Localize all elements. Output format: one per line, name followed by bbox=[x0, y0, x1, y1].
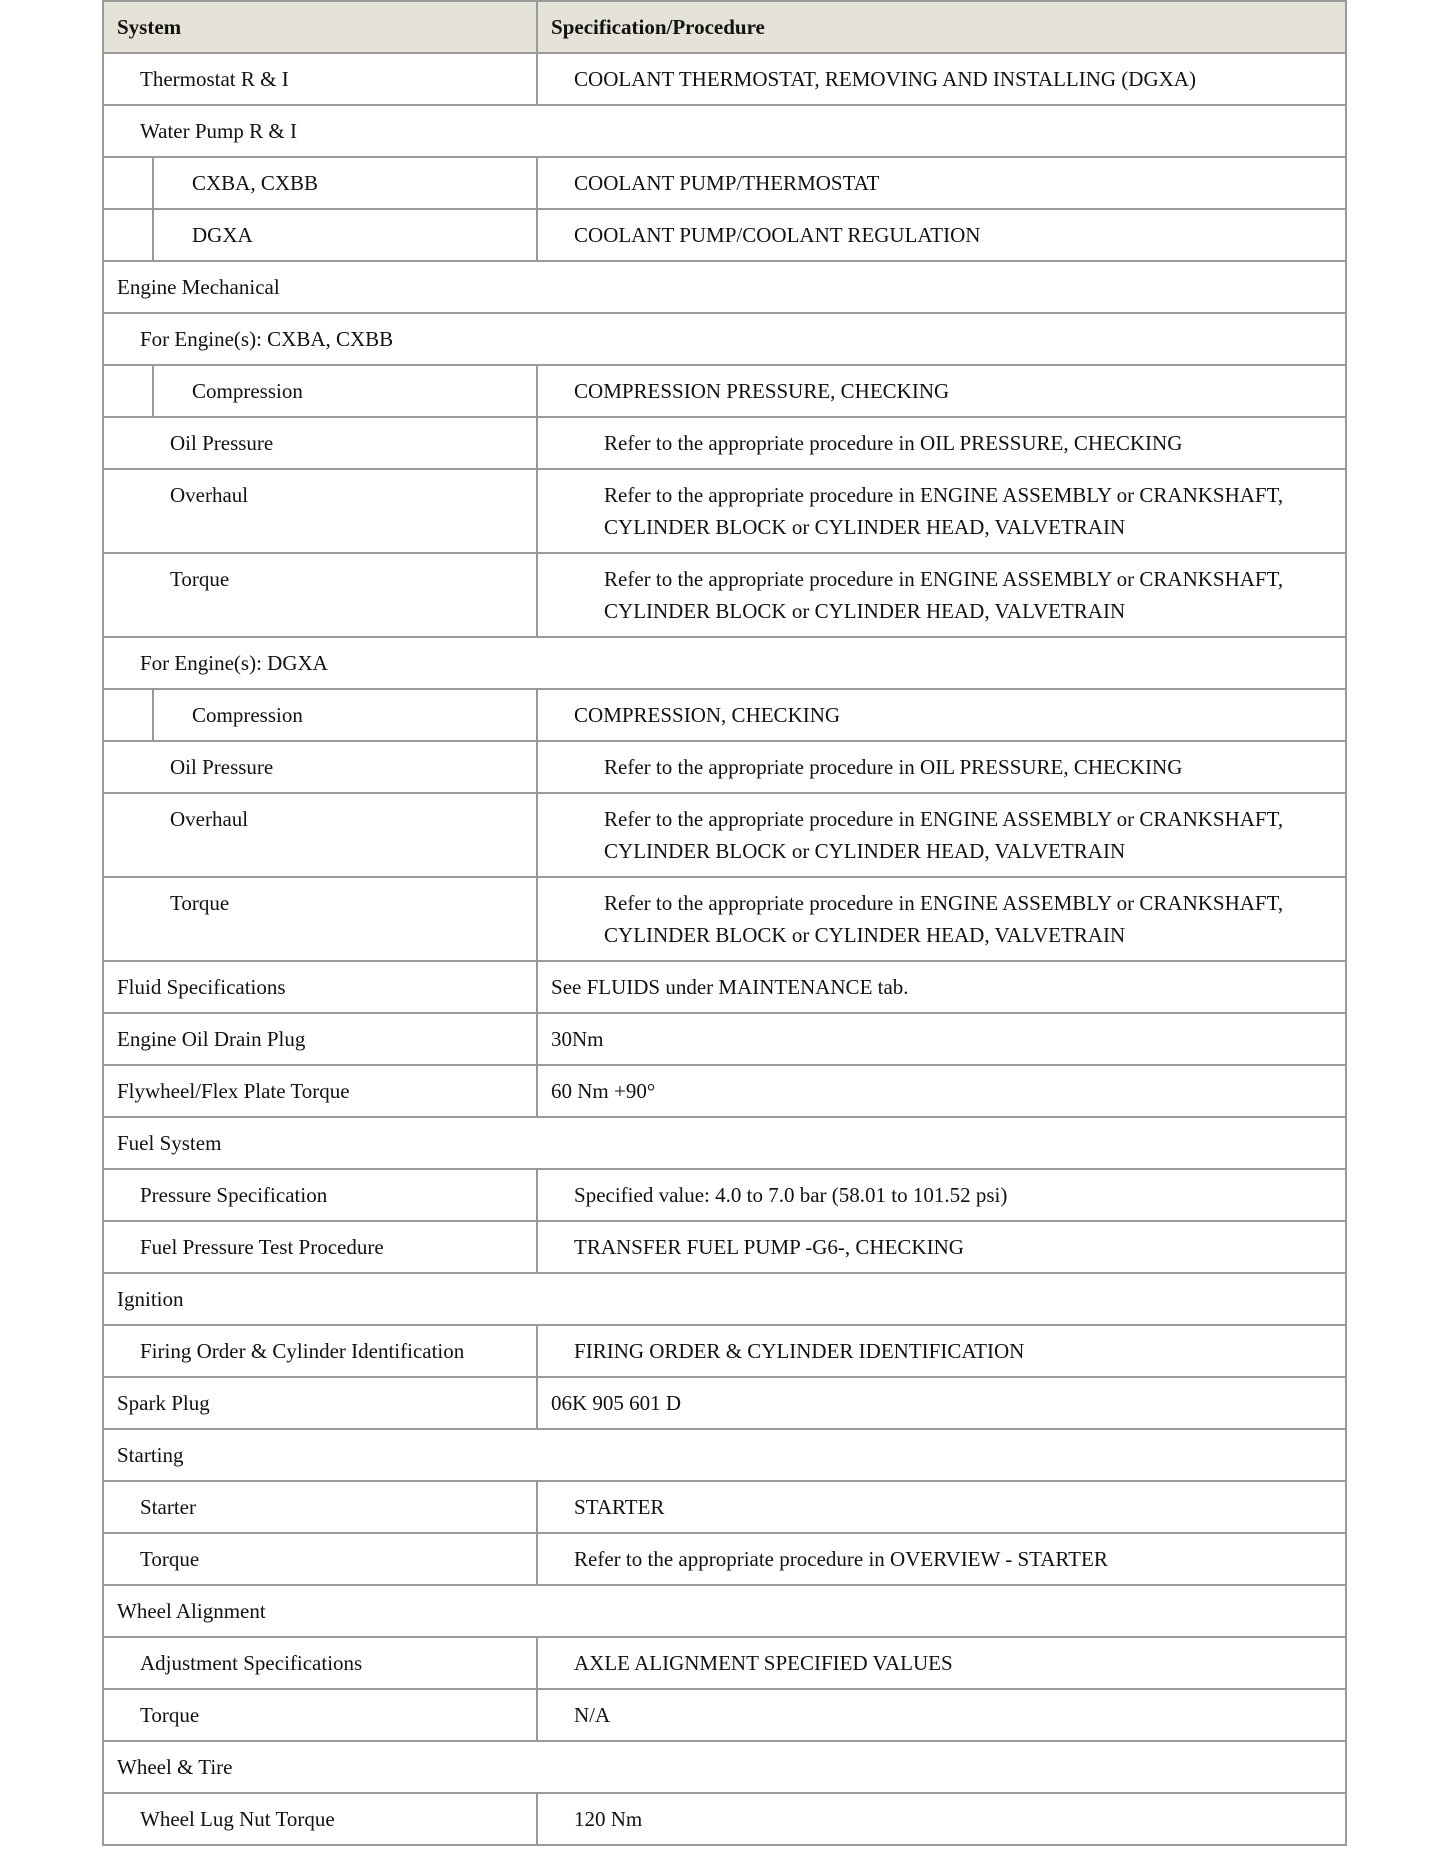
system-cell: Overhaul bbox=[103, 793, 537, 877]
table-row bbox=[103, 1169, 1346, 1221]
spec-cell: N/A bbox=[537, 1689, 1346, 1741]
spec-cell: 120 Nm bbox=[537, 1793, 1346, 1845]
table-row bbox=[103, 1585, 1346, 1637]
system-cell: Firing Order & Cylinder Identification bbox=[103, 1325, 537, 1377]
table-row bbox=[103, 417, 1346, 469]
system-cell: Fluid Specifications bbox=[103, 961, 537, 1013]
section-cell: Starting bbox=[103, 1429, 1346, 1481]
spec-cell: 30Nm bbox=[537, 1013, 1346, 1065]
spec-cell: TRANSFER FUEL PUMP -G6-, CHECKING bbox=[537, 1221, 1346, 1273]
spec-cell: COOLANT PUMP/COOLANT REGULATION bbox=[537, 209, 1346, 261]
spec-cell: AXLE ALIGNMENT SPECIFIED VALUES bbox=[537, 1637, 1346, 1689]
table-row bbox=[103, 1325, 1346, 1377]
table-row bbox=[103, 469, 1346, 553]
system-cell: Oil Pressure bbox=[103, 741, 537, 793]
spec-cell: COOLANT PUMP/THERMOSTAT bbox=[537, 157, 1346, 209]
table-row bbox=[103, 1429, 1346, 1481]
spec-cell: Specified value: 4.0 to 7.0 bar (58.01 to 101.52 psi) bbox=[537, 1169, 1346, 1221]
spec-cell: COMPRESSION, CHECKING bbox=[537, 689, 1346, 741]
indent-cell bbox=[103, 365, 153, 417]
section-cell: For Engine(s): DGXA bbox=[103, 637, 1346, 689]
table-row bbox=[103, 1221, 1346, 1273]
system-cell: Torque bbox=[103, 1533, 537, 1585]
system-cell: Torque bbox=[103, 877, 537, 961]
spec-cell: Refer to the appropriate procedure in ENGINE ASSEMBLY or CRANKSHAFT, CYLINDER BLOCK or CYLINDER HEAD, VALVETRAIN bbox=[537, 553, 1346, 637]
table-row bbox=[103, 209, 1346, 261]
table-row bbox=[103, 261, 1346, 313]
table-row bbox=[103, 637, 1346, 689]
table-row bbox=[103, 1637, 1346, 1689]
indent-cell bbox=[103, 689, 153, 741]
system-cell: Spark Plug bbox=[103, 1377, 537, 1429]
section-cell: Engine Mechanical bbox=[103, 261, 1346, 313]
table-row bbox=[103, 365, 1346, 417]
section-cell: Ignition bbox=[103, 1273, 1346, 1325]
table-row bbox=[103, 961, 1346, 1013]
system-cell: Overhaul bbox=[103, 469, 537, 553]
spec-cell: Refer to the appropriate procedure in OVERVIEW - STARTER bbox=[537, 1533, 1346, 1585]
spec-cell: Refer to the appropriate procedure in ENGINE ASSEMBLY or CRANKSHAFT, CYLINDER BLOCK or CYLINDER HEAD, VALVETRAIN bbox=[537, 877, 1346, 961]
system-cell: Torque bbox=[103, 1689, 537, 1741]
system-cell: Torque bbox=[103, 553, 537, 637]
table-row bbox=[103, 1013, 1346, 1065]
system-cell: DGXA bbox=[153, 209, 537, 261]
table-row bbox=[103, 1533, 1346, 1585]
spec-cell: Refer to the appropriate procedure in OIL PRESSURE, CHECKING bbox=[537, 741, 1346, 793]
section-cell: Wheel & Tire bbox=[103, 1741, 1346, 1793]
system-cell: Fuel Pressure Test Procedure bbox=[103, 1221, 537, 1273]
system-cell: Flywheel/Flex Plate Torque bbox=[103, 1065, 537, 1117]
specifications-table bbox=[102, 0, 1347, 1846]
system-cell: Oil Pressure bbox=[103, 417, 537, 469]
table-row bbox=[103, 1117, 1346, 1169]
table-row bbox=[103, 793, 1346, 877]
table-row bbox=[103, 313, 1346, 365]
spec-cell: STARTER bbox=[537, 1481, 1346, 1533]
section-cell: Fuel System bbox=[103, 1117, 1346, 1169]
spec-cell: Refer to the appropriate procedure in ENGINE ASSEMBLY or CRANKSHAFT, CYLINDER BLOCK or CYLINDER HEAD, VALVETRAIN bbox=[537, 793, 1346, 877]
table-row bbox=[103, 1377, 1346, 1429]
system-cell: Pressure Specification bbox=[103, 1169, 537, 1221]
table-row bbox=[103, 689, 1346, 741]
system-cell: Compression bbox=[153, 689, 537, 741]
system-cell: Adjustment Specifications bbox=[103, 1637, 537, 1689]
spec-cell: 60 Nm +90° bbox=[537, 1065, 1346, 1117]
spec-cell: COMPRESSION PRESSURE, CHECKING bbox=[537, 365, 1346, 417]
system-cell: CXBA, CXBB bbox=[153, 157, 537, 209]
table-row bbox=[103, 1273, 1346, 1325]
indent-cell bbox=[103, 157, 153, 209]
table-row bbox=[103, 1741, 1346, 1793]
system-cell: Thermostat R & I bbox=[103, 53, 537, 105]
spec-cell: 06K 905 601 D bbox=[537, 1377, 1346, 1429]
header-specification: Specification/Procedure bbox=[537, 1, 1346, 53]
indent-cell bbox=[103, 209, 153, 261]
table-header-row bbox=[103, 1, 1346, 53]
table-row bbox=[103, 877, 1346, 961]
system-cell: Wheel Lug Nut Torque bbox=[103, 1793, 537, 1845]
system-cell: Compression bbox=[153, 365, 537, 417]
spec-cell: See FLUIDS under MAINTENANCE tab. bbox=[537, 961, 1346, 1013]
header-system: System bbox=[103, 1, 537, 53]
section-cell: For Engine(s): CXBA, CXBB bbox=[103, 313, 1346, 365]
system-cell: Engine Oil Drain Plug bbox=[103, 1013, 537, 1065]
table-row bbox=[103, 1065, 1346, 1117]
table-row bbox=[103, 105, 1346, 157]
spec-cell: FIRING ORDER & CYLINDER IDENTIFICATION bbox=[537, 1325, 1346, 1377]
table-row bbox=[103, 1481, 1346, 1533]
spec-cell: Refer to the appropriate procedure in ENGINE ASSEMBLY or CRANKSHAFT, CYLINDER BLOCK or CYLINDER HEAD, VALVETRAIN bbox=[537, 469, 1346, 553]
table-row bbox=[103, 1793, 1346, 1845]
spec-cell: COOLANT THERMOSTAT, REMOVING AND INSTALLING (DGXA) bbox=[537, 53, 1346, 105]
table-row bbox=[103, 1689, 1346, 1741]
section-cell: Water Pump R & I bbox=[103, 105, 1346, 157]
section-cell: Wheel Alignment bbox=[103, 1585, 1346, 1637]
spec-cell: Refer to the appropriate procedure in OIL PRESSURE, CHECKING bbox=[537, 417, 1346, 469]
table-row bbox=[103, 553, 1346, 637]
system-cell: Starter bbox=[103, 1481, 537, 1533]
table-row bbox=[103, 157, 1346, 209]
table-row bbox=[103, 53, 1346, 105]
table-row bbox=[103, 741, 1346, 793]
